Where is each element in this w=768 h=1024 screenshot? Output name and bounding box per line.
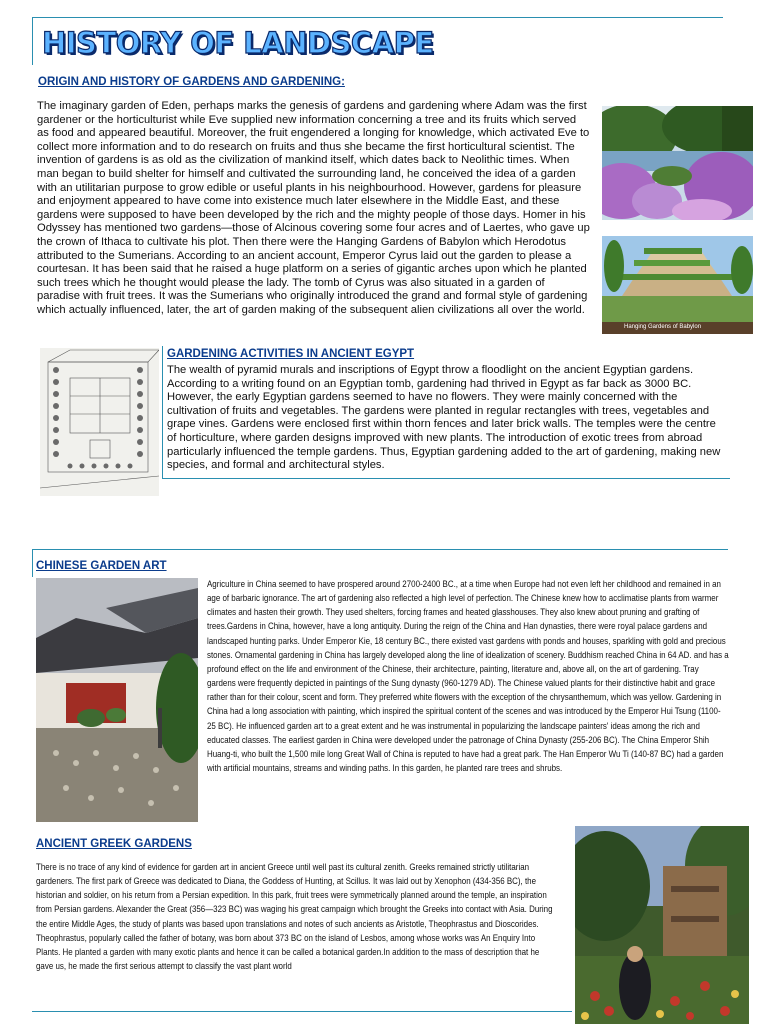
china-top-rule <box>32 549 728 550</box>
egyptian-garden-sketch <box>40 348 159 496</box>
china-body-wrapper <box>207 577 729 775</box>
egypt-side-rule <box>162 346 163 478</box>
bottom-rule <box>32 1011 572 1012</box>
top-left-rule <box>32 17 33 65</box>
greece-body-wrapper <box>36 860 556 973</box>
hanging-gardens-image <box>602 236 753 334</box>
babylon-caption: Hanging Gardens of Babylon <box>624 324 702 330</box>
chinese-garden-image <box>36 578 198 822</box>
egypt-body: The wealth of pyramid murals and inscriptions of Egypt throw a floodlight on the ancient Egyptian gardens. According to a writing found on an Egyptian tomb, gardening had thrived in Egypt as far back as 3000 BC. However, the early Egyptian gardens seemed to have no flowers. They were mainly concerned with the cultivation of fruits and vegetables. The gardens were planted in regular rectangles with trees, vegetables and grape vines. Gardens were enclosed first within thorn fences and later brick walls. The temples were the centre of horticulture, where garden designs improved with new plants. The introduction of exotic trees from abroad particularly influenced the temple gardens. Thus, Egyptian gardening added to the art of gardening, making new species, and formal and architectural styles. <box>167 364 721 472</box>
origin-body: The imaginary garden of Eden, perhaps marks the genesis of gardens and gardening where Adam was the first gardener or the horticulturist while Eve supplied new information concerning a tree and its fruits which served as food and appeared beautiful. Moreover, the fruit engendered a longing for knowledge, which activated Eve to collect more information and to do research on fruits and thus she became the first horticultural scientist. The invention of gardens is as old as the civilization of mankind itself, which dates back to Neolithic times. When man began to build shelter for himself and cultivated the surrounding land, he conceived the idea of a garden with an utilitarian purpose to grow edible or useful plants in his neighbourhood. However, gardens for pleasure and enjoyment appeared to have come into existence much later elsewhere in the Middle East, and these gardens were supposed to have been developed by the rich and the mighty people of those days. Homer in his Odyssey has mentioned two gardens—those of Alcinous covering some four acres and of Laertes, who gave up the crown of Ithaca to cultivate his plot. Then there were the Hanging Gardens of Babylon which Herodotus attributed to the Sumerians. According to an ancient account, Emperor Cyrus laid out the garden to please a courtesan. It has been said that he raised a huge platform on a series of gigantic arches upon which he planted such trees which he thought would please the lady. The tomb of Cyrus was also situated in a garden of paradise with fruit trees. It was the Sumerians who originally introduced the grand and formal style of gardening which actually influenced, later, the art of garden making of the subsequent alien civilizations all over the world. <box>37 100 590 316</box>
egypt-heading: GARDENING ACTIVITIES IN ANCIENT EGYPT <box>167 348 415 360</box>
china-body: Agriculture in China seemed to have prospered around 2700-2400 BC., at a time when Europe had not even left her childhood and remained in an age of barbaric ignorance. The art of gardening also reflected a high level of perfection. The Chinese knew how to acclimatise plants from warmer climates and hasten their growth. They used shelters, forcing frames and heated glasshouses. They also knew about pruning and grafting of trees.Gardens in China, however, have a long antiquity. During the reign of the China and Han dynasties, there were royal palace gardens and landscaped hunting parks. Under Emperor Kie, 18 century BC., there existed vast gardens with ponds and houses, sparkling with gold and precious stones. Ornamental gardening in China has largely developed along the line of idealization of scenery. Buddhism reached China in 64 AD. and has a profound effect on the life and environment of the Chinese, their architecture, painting, literature and, above all, on the art of gardening. Tray gardens were frequently depicted in paintings of the Sung dynasty (960-1279 AD). The Chinese valued plants for their distinctive habit and grace rather than for their colour, scent and form. They preferred white flowers with the exception of the chrysanthemum, which was yellow. Gardening in China had a long association with painting, which inspired the spiritual content of the scenes and was introduced by the Emperor Hui Tsung (1100-25 BC). He influenced garden art to a great extent and he was instrumental in popularizing the landscape painters' ideas among the rich and educated classes. The earliest garden in China were developed under the patronage of China Dynasty (255-206 BC). The China Emperor Shih Huang-ti, who built the 1,500 mile long Great Wall of China is reputed to have had a great park. The Han Emperor Wu Ti (140-87 BC) had a garden with artificial mountains, streams and winding paths. In this garden, he planted rare trees and shrubs. <box>207 579 729 774</box>
greek-garden-painting <box>575 826 749 1024</box>
lake-garden-image <box>602 106 753 220</box>
greece-body: There is no trace of any kind of evidence for garden art in ancient Greece until well past its cultural zenith. Greeks remained strictly utilitarian gardeners. The first park of Greece was dedicated to Diana, the Goddess of Hunting, at Scillus. It was laid out by Xenophon (434-356 BC), the historian and soldier, on his return from a Persian expedition. In this park, fruit trees were symmetrically planned around the temple, an inspiration from Persian gardens. Alexander the Great (356—323 BC) was waging his great campaign which brought the Greeks into contact with Asia. During the entire Middle Ages, the study of plants was based upon translations and notes of such ancients as Aristotle, Theophrastus and Dioscorides. Theophrastus, popularly called the father of botany, was born about 373 BC on the island of Lesbos, among whose works was An Enquiry Into Plants. He planted a garden with many exotic plants and hence it can be called a botanical garden.In addition to the mass of description that he gave us, he made the first serious attempt to classify the vast plant world <box>36 862 553 972</box>
origin-heading: ORIGIN AND HISTORY OF GARDENS AND GARDENING: <box>38 76 345 88</box>
page-title: HISTORY OF LANDSCAPE <box>42 26 434 60</box>
greece-heading: ANCIENT GREEK GARDENS <box>36 838 192 850</box>
china-left-rule <box>32 549 33 577</box>
egypt-bottom-rule <box>162 478 730 479</box>
top-rule <box>32 17 723 18</box>
china-heading: CHINESE GARDEN ART <box>36 560 167 572</box>
